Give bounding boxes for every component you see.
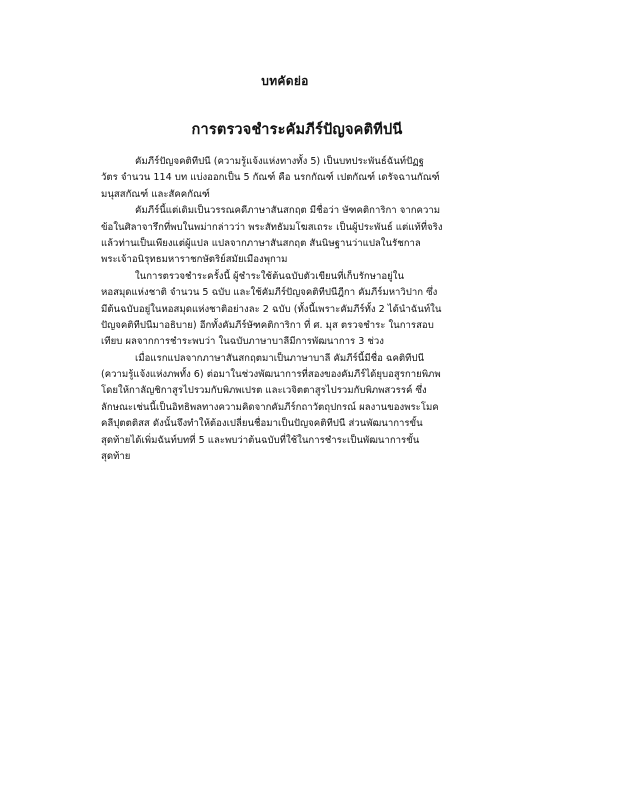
paragraph-line: ปัญจคติทีปนีมาอธิบาย) อีกทั้งคัมภีร์ษัฑคติการิกา ที่ ศ. มุส ตรวจชำระ ในการสอบ [101,319,434,331]
paragraph-line: วัตร จำนวน 114 บท แบ่งออกเป็น 5 กัณฑ์ คือ นรกกัณฑ์ เปตกัณฑ์ เดรัจฉานกัณฑ์ [101,172,440,184]
paragraph-line: (ความรู้แจ้งแห่งภพทั้ง 6) ต่อมาในช่วงพัฒนาการที่สองของคัมภีร์ได้ยุบอสูรกายพิภพ [101,369,441,381]
paragraph-line: ในการตรวจชำระครั้งนี้ ผู้ชำระใช้ต้นฉบับตัวเขียนที่เก็บรักษาอยู่ใน [135,270,405,282]
paragraph-4 [101,351,506,466]
paragraph-line: คลีปุตตติสส ดังนั้นจึงทำให้ต้องเปลี่ยนชื่อมาเป็นปัญจคติทีปนี ส่วนพัฒนาการขั้น [101,418,423,430]
paragraph-line: โดยให้กาลัญชิกาสูรไปรวมกับพิภพเปรต และเวจิตตาสูรไปรวมกับพิภพสวรรค์ ซึ่ง [101,385,427,397]
paragraph-line: สุดท้าย [101,451,131,463]
paragraph-1 [101,154,506,203]
paragraph-line: ข้อในศิลาจารึกที่พบในพม่ากล่าวว่า พระสัทธัมมโฆสเถระ เป็นผู้ประพันธ์ แต่แท้ที่จริง [101,221,443,233]
paragraph-line: พระเจ้าอนิรุทธมหาราชกษัตริย์สมัยเมืองพุกาม [101,254,288,266]
paragraph-3 [101,269,506,351]
paragraph-line: ลักษณะเช่นนี้เป็นอิทธิพลทางความคิดจากคัมภีร์กถาวัตถุปกรณ์ ผลงานของพระโมค [101,401,439,413]
paragraph-line: คัมภีร์ปัญจคติทีปนี (ความรู้แจ้งแห่งทางทั้ง 5) เป็นบทประพันธ์ฉันท์ปัฏฐ [135,156,424,167]
paragraph-line: มีต้นฉบับอยู่ในหอสมุดแห่งชาติอย่างละ 2 ฉบับ (ทั้งนี้เพราะคัมภีร์ทั้ง 2 ได้นำฉันท์ใน [101,303,442,315]
paragraph-line: เมื่อแรกแปลจากภาษาสันสกฤตมาเป็นภาษาบาลี คัมภีร์นี้มีชื่อ ฉคติทีปนี [135,352,425,364]
paragraph-line: มนุสสกัณฑ์ และสัคคกัณฑ์ [101,188,210,200]
abstract-heading: บทคัดย่อ [261,74,309,88]
paragraph-line: เทียบ ผลจากการชำระพบว่า ในฉบับภาษาบาลีมีการพัฒนาการ 3 ช่วง [101,336,384,348]
paragraph-line: สุดท้ายได้เพิ่มฉันท์บทที่ 5 และพบว่าต้นฉบับที่ใช้ในการชำระเป็นพัฒนาการขั้น [101,434,420,446]
paragraph-2 [101,203,506,269]
document-title: การตรวจชำระคัมภีร์ปัญจคติทีปนี [191,122,403,138]
paragraph-line: แล้วท่านเป็นเพียงแต่ผู้แปล แปลจากภาษาสันสกฤต สันนิษฐานว่าแปลในรัชกาล [101,237,421,249]
abstract-body [101,154,506,465]
paragraph-line: หอสมุดแห่งชาติ จำนวน 5 ฉบับ และใช้คัมภีร์ปัญจคติทีปนีฎีกา คัมภีร์มหาวิปาก ซึ่ง [101,287,438,299]
paragraph-line: คัมภีร์นี้แต่เดิมเป็นวรรณคดีภาษาสันสกฤต มีชื่อว่า ษัฑคติการิกา จากความ [135,205,441,217]
